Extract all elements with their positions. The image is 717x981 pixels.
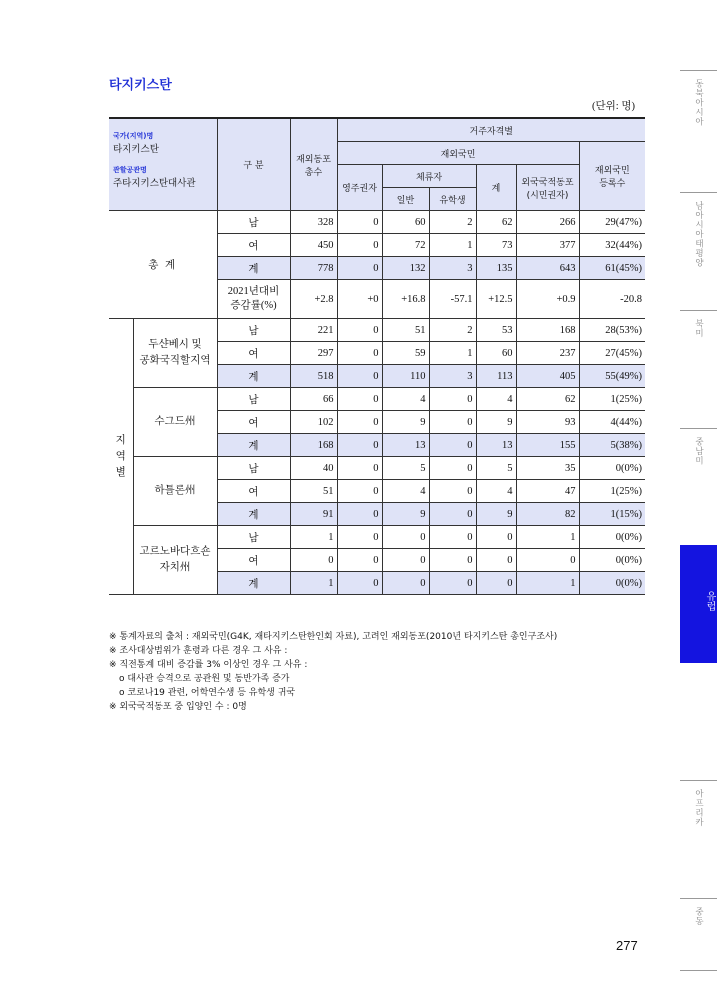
footnote-line: ※ 외국국적동포 중 입양인 수 : 0명 bbox=[109, 702, 247, 712]
value-cell: 0 bbox=[429, 572, 476, 595]
footnote-line: ※ 직전통계 대비 증감률 3% 이상인 경우 그 사유 : bbox=[109, 660, 308, 670]
region-group-label: 지 역 별 bbox=[109, 319, 133, 595]
value-cell: 62 bbox=[476, 211, 516, 234]
active-tab-label: 유럽 bbox=[704, 591, 715, 611]
value-cell: 28(53%) bbox=[579, 319, 645, 342]
gender-cell: 남 bbox=[217, 388, 290, 411]
footnote-line: o 대사관 승격으로 공관원 및 동반가족 증가 bbox=[119, 674, 290, 684]
value-cell: 328 bbox=[290, 211, 337, 234]
value-cell: 0 bbox=[337, 503, 382, 526]
value-cell: 13 bbox=[382, 434, 429, 457]
sidebar-item-label: 아프리카 bbox=[693, 789, 704, 827]
sidebar-item[interactable] bbox=[680, 780, 717, 827]
value-cell: 0 bbox=[429, 549, 476, 572]
value-cell: 9 bbox=[476, 503, 516, 526]
gender-cell: 계 bbox=[217, 572, 290, 595]
value-cell: +12.5 bbox=[476, 280, 516, 319]
value-cell: 297 bbox=[290, 342, 337, 365]
gender-cell: 계 bbox=[217, 503, 290, 526]
sojourner-header: 체류자 bbox=[382, 165, 476, 188]
value-cell: +2.8 bbox=[290, 280, 337, 319]
value-cell: 1 bbox=[516, 572, 579, 595]
footnotes bbox=[109, 630, 557, 714]
value-cell: 0 bbox=[429, 480, 476, 503]
general-header: 일반 bbox=[382, 188, 429, 211]
value-cell: +0.9 bbox=[516, 280, 579, 319]
gender-cell: 여 bbox=[217, 234, 290, 257]
value-cell: 405 bbox=[516, 365, 579, 388]
value-cell: 0 bbox=[382, 526, 429, 549]
value-cell: 0 bbox=[337, 257, 382, 280]
gender-cell: 여 bbox=[217, 342, 290, 365]
gender-cell: 여 bbox=[217, 549, 290, 572]
statistics-table bbox=[109, 117, 645, 595]
korean-nationals-header: 재외국민 bbox=[337, 142, 579, 165]
value-cell: 9 bbox=[382, 411, 429, 434]
value-cell: 9 bbox=[382, 503, 429, 526]
value-cell: -20.8 bbox=[579, 280, 645, 319]
gender-cell: 남 bbox=[217, 526, 290, 549]
value-cell: 0 bbox=[337, 234, 382, 257]
value-cell: 168 bbox=[516, 319, 579, 342]
value-cell: 0 bbox=[476, 526, 516, 549]
value-cell: 62 bbox=[516, 388, 579, 411]
value-cell: 4 bbox=[476, 480, 516, 503]
value-cell: 0 bbox=[429, 526, 476, 549]
gender-cell: 2021년대비 증감률(%) bbox=[217, 280, 290, 319]
value-cell: 102 bbox=[290, 411, 337, 434]
value-cell: 4 bbox=[476, 388, 516, 411]
office-name: 주타지키스탄대사관 bbox=[113, 178, 196, 189]
table-row bbox=[109, 319, 645, 342]
country-label: 국가(지역)명 bbox=[113, 132, 154, 140]
sidebar-item[interactable] bbox=[680, 428, 717, 466]
value-cell: 0 bbox=[429, 457, 476, 480]
page-title: 타지키스탄 bbox=[109, 78, 172, 93]
table-row bbox=[109, 526, 645, 549]
value-cell: 113 bbox=[476, 365, 516, 388]
value-cell: 643 bbox=[516, 257, 579, 280]
value-cell: 0 bbox=[337, 457, 382, 480]
value-cell: 0(0%) bbox=[579, 549, 645, 572]
table-corner-header bbox=[109, 118, 217, 211]
sidebar-item-label: 중남미 bbox=[693, 437, 704, 466]
table-row bbox=[109, 211, 645, 234]
value-cell: 13 bbox=[476, 434, 516, 457]
value-cell: 450 bbox=[290, 234, 337, 257]
unit-label: (단위: 명) bbox=[592, 101, 635, 112]
value-cell: 0 bbox=[337, 526, 382, 549]
value-cell: 5 bbox=[382, 457, 429, 480]
value-cell: 0 bbox=[337, 434, 382, 457]
value-cell: 61(45%) bbox=[579, 257, 645, 280]
value-cell: 0 bbox=[337, 411, 382, 434]
country-name: 타지키스탄 bbox=[113, 144, 159, 155]
gender-cell: 계 bbox=[217, 365, 290, 388]
value-cell: 0 bbox=[337, 572, 382, 595]
value-cell: 51 bbox=[290, 480, 337, 503]
value-cell: 518 bbox=[290, 365, 337, 388]
value-cell: 40 bbox=[290, 457, 337, 480]
value-cell: 237 bbox=[516, 342, 579, 365]
value-cell: 0 bbox=[429, 503, 476, 526]
sidebar-item[interactable] bbox=[680, 192, 717, 268]
sidebar-item-europe-active[interactable] bbox=[680, 545, 717, 663]
value-cell: 0 bbox=[516, 549, 579, 572]
value-cell: 0 bbox=[429, 411, 476, 434]
value-cell: 73 bbox=[476, 234, 516, 257]
value-cell: 0(0%) bbox=[579, 457, 645, 480]
student-header: 유학생 bbox=[429, 188, 476, 211]
value-cell: 29(47%) bbox=[579, 211, 645, 234]
value-cell: 0 bbox=[337, 480, 382, 503]
value-cell: 1(15%) bbox=[579, 503, 645, 526]
value-cell: 91 bbox=[290, 503, 337, 526]
value-cell: 0 bbox=[382, 549, 429, 572]
value-cell: 4 bbox=[382, 480, 429, 503]
value-cell: 0 bbox=[429, 388, 476, 411]
footnote-line: ※ 조사대상범위가 훈령과 다른 경우 그 사유 : bbox=[109, 646, 288, 656]
value-cell: 1 bbox=[429, 234, 476, 257]
sidebar-item-label: 북미 bbox=[693, 319, 704, 338]
footnote-line: ※ 통계자료의 출처 : 재외국민(G4K, 재타지키스탄한인회 자료), 고려인 재외동포(2010년 타지키스탄 총인구조사) bbox=[109, 632, 558, 642]
table-row bbox=[109, 457, 645, 480]
value-cell: 0 bbox=[290, 549, 337, 572]
value-cell: 2 bbox=[429, 319, 476, 342]
value-cell: 1(25%) bbox=[579, 388, 645, 411]
value-cell: 4 bbox=[382, 388, 429, 411]
value-cell: 32(44%) bbox=[579, 234, 645, 257]
value-cell: 60 bbox=[476, 342, 516, 365]
value-cell: 0 bbox=[337, 342, 382, 365]
value-cell: 72 bbox=[382, 234, 429, 257]
value-cell: 5(38%) bbox=[579, 434, 645, 457]
value-cell: 60 bbox=[382, 211, 429, 234]
value-cell: 66 bbox=[290, 388, 337, 411]
office-label: 관할공관명 bbox=[113, 166, 147, 174]
value-cell: 3 bbox=[429, 257, 476, 280]
value-cell: 1(25%) bbox=[579, 480, 645, 503]
value-cell: 0 bbox=[337, 549, 382, 572]
value-cell: 266 bbox=[516, 211, 579, 234]
footnote-line: o 코로나19 관련, 어학연수생 등 유학생 귀국 bbox=[119, 688, 296, 698]
gender-cell: 남 bbox=[217, 211, 290, 234]
region-name: 두샨베시 및 공화국직할지역 bbox=[133, 319, 217, 388]
value-cell: 27(45%) bbox=[579, 342, 645, 365]
residency-header: 거주자격별 bbox=[337, 118, 645, 142]
foreign-nationals-header: 외국국적동포 (시민권자) bbox=[516, 165, 579, 211]
gender-cell: 남 bbox=[217, 457, 290, 480]
value-cell: 1 bbox=[290, 526, 337, 549]
gender-cell: 계 bbox=[217, 434, 290, 457]
sidebar-divider bbox=[680, 970, 717, 971]
sidebar-item[interactable] bbox=[680, 898, 717, 926]
value-cell: 221 bbox=[290, 319, 337, 342]
value-cell: 0 bbox=[337, 319, 382, 342]
value-cell: 5 bbox=[476, 457, 516, 480]
value-cell: 35 bbox=[516, 457, 579, 480]
value-cell: 2 bbox=[429, 211, 476, 234]
value-cell: 0 bbox=[476, 549, 516, 572]
region-name: 하틀론州 bbox=[133, 457, 217, 526]
value-cell: 3 bbox=[429, 365, 476, 388]
total-section-label: 총 계 bbox=[109, 211, 217, 319]
subtotal-header: 계 bbox=[476, 165, 516, 211]
sidebar-item-label: 중동 bbox=[693, 907, 704, 926]
value-cell: +0 bbox=[337, 280, 382, 319]
value-cell: 82 bbox=[516, 503, 579, 526]
value-cell: 132 bbox=[382, 257, 429, 280]
value-cell: -57.1 bbox=[429, 280, 476, 319]
page-number: 277 bbox=[616, 938, 638, 953]
gender-cell: 여 bbox=[217, 480, 290, 503]
value-cell: 93 bbox=[516, 411, 579, 434]
value-cell: 59 bbox=[382, 342, 429, 365]
value-cell: 4(44%) bbox=[579, 411, 645, 434]
value-cell: 51 bbox=[382, 319, 429, 342]
table-row bbox=[109, 388, 645, 411]
registered-header: 재외국민 등록수 bbox=[579, 142, 645, 211]
value-cell: 0 bbox=[429, 434, 476, 457]
value-cell: 0 bbox=[337, 365, 382, 388]
value-cell: 155 bbox=[516, 434, 579, 457]
region-name: 수그드州 bbox=[133, 388, 217, 457]
value-cell: 135 bbox=[476, 257, 516, 280]
value-cell: 55(49%) bbox=[579, 365, 645, 388]
sidebar-item[interactable] bbox=[680, 310, 717, 338]
value-cell: 0 bbox=[382, 572, 429, 595]
value-cell: 168 bbox=[290, 434, 337, 457]
value-cell: 0 bbox=[337, 388, 382, 411]
value-cell: 1 bbox=[516, 526, 579, 549]
value-cell: 0(0%) bbox=[579, 526, 645, 549]
total-header: 재외동포 총수 bbox=[290, 118, 337, 211]
gender-cell: 여 bbox=[217, 411, 290, 434]
gender-cell: 남 bbox=[217, 319, 290, 342]
value-cell: 9 bbox=[476, 411, 516, 434]
sidebar-item-label: 동북아시아 bbox=[693, 79, 704, 127]
region-name: 고르노바다흐숀 자치州 bbox=[133, 526, 217, 595]
value-cell: 53 bbox=[476, 319, 516, 342]
value-cell: 110 bbox=[382, 365, 429, 388]
value-cell: 778 bbox=[290, 257, 337, 280]
value-cell: 377 bbox=[516, 234, 579, 257]
gubun-header: 구 분 bbox=[217, 118, 290, 211]
value-cell: 0 bbox=[476, 572, 516, 595]
value-cell: 0(0%) bbox=[579, 572, 645, 595]
value-cell: +16.8 bbox=[382, 280, 429, 319]
value-cell: 0 bbox=[337, 211, 382, 234]
value-cell: 1 bbox=[290, 572, 337, 595]
sidebar-item-label: 남아시아태평양 bbox=[693, 201, 704, 268]
sidebar-item[interactable] bbox=[680, 70, 717, 127]
value-cell: 47 bbox=[516, 480, 579, 503]
permanent-header: 영주권자 bbox=[337, 165, 382, 211]
value-cell: 1 bbox=[429, 342, 476, 365]
gender-cell: 계 bbox=[217, 257, 290, 280]
